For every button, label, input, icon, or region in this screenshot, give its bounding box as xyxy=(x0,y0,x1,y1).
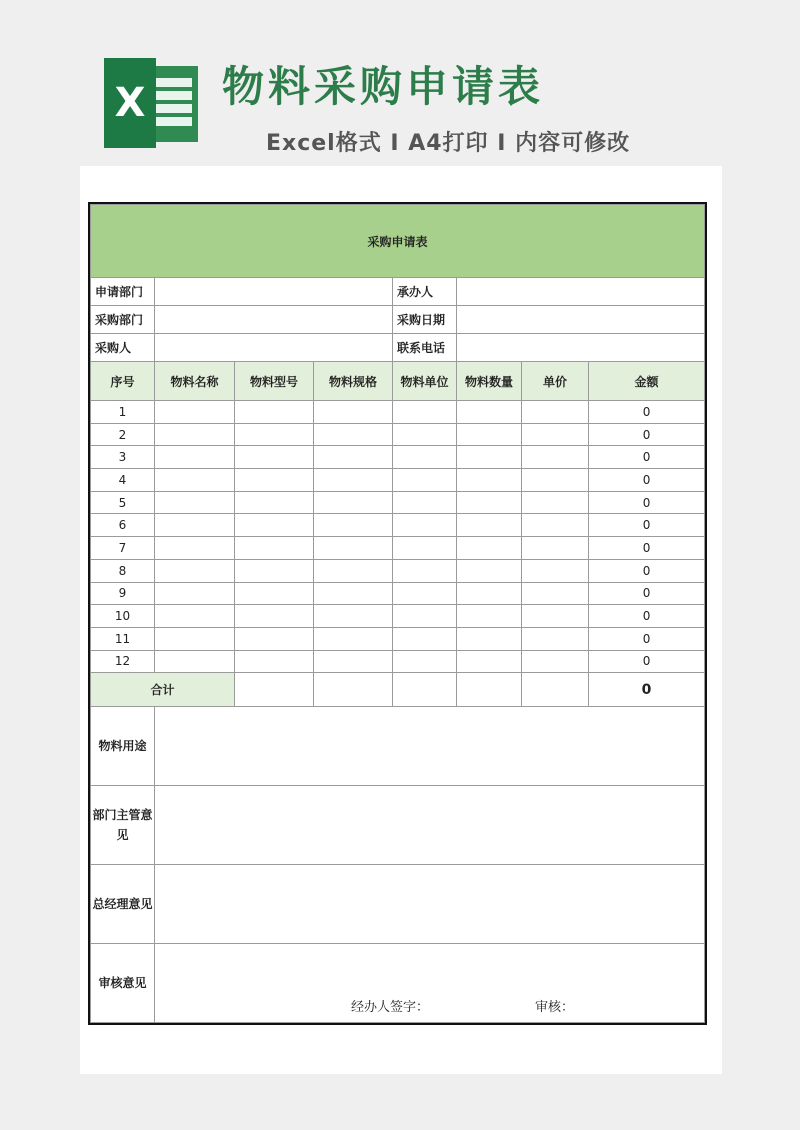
table-cell[interactable] xyxy=(314,582,393,605)
table-cell[interactable] xyxy=(155,582,235,605)
table-cell[interactable] xyxy=(522,491,589,514)
table-cell[interactable] xyxy=(235,446,314,469)
table-cell[interactable] xyxy=(314,446,393,469)
table-cell[interactable] xyxy=(393,559,457,582)
excel-logo-icon xyxy=(104,58,200,148)
table-cell[interactable] xyxy=(457,627,522,650)
page-subtitle: Excel格式 I A4打印 I 内容可修改 xyxy=(266,131,631,156)
table-cell[interactable] xyxy=(393,605,457,628)
table-cell[interactable] xyxy=(457,537,522,560)
table-cell[interactable] xyxy=(155,446,235,469)
purchase-dept-field[interactable] xyxy=(155,306,393,334)
apply-dept-label: 申请部门 xyxy=(91,278,155,306)
table-cell[interactable] xyxy=(155,423,235,446)
usage-field[interactable] xyxy=(155,707,705,786)
table-cell[interactable] xyxy=(393,627,457,650)
table-cell[interactable] xyxy=(235,627,314,650)
table-cell[interactable] xyxy=(155,491,235,514)
table-cell[interactable] xyxy=(235,582,314,605)
table-cell[interactable] xyxy=(393,582,457,605)
table-cell[interactable] xyxy=(393,423,457,446)
table-row xyxy=(91,650,705,673)
gm-opinion-field[interactable] xyxy=(155,865,705,944)
table-cell[interactable] xyxy=(457,514,522,537)
col-header: 单价 xyxy=(522,362,589,401)
row-amount: 0 xyxy=(589,605,705,628)
table-cell[interactable] xyxy=(393,650,457,673)
table-cell[interactable] xyxy=(522,423,589,446)
row-number: 3 xyxy=(91,446,155,469)
table-row xyxy=(91,627,705,650)
row-amount: 0 xyxy=(589,401,705,424)
table-row xyxy=(91,401,705,424)
purchase-dept-label: 采购部门 xyxy=(91,306,155,334)
row-amount: 0 xyxy=(589,537,705,560)
table-cell[interactable] xyxy=(235,491,314,514)
table-cell[interactable] xyxy=(235,423,314,446)
table-cell[interactable] xyxy=(235,559,314,582)
table-row xyxy=(91,559,705,582)
row-amount: 0 xyxy=(589,582,705,605)
col-header: 物料名称 xyxy=(155,362,235,401)
table-cell[interactable] xyxy=(522,446,589,469)
table-cell[interactable] xyxy=(393,491,457,514)
row-number: 1 xyxy=(91,401,155,424)
table-cell[interactable] xyxy=(235,514,314,537)
table-cell[interactable] xyxy=(314,514,393,537)
row-number: 4 xyxy=(91,469,155,492)
table-cell[interactable] xyxy=(314,537,393,560)
table-cell[interactable] xyxy=(155,469,235,492)
purchaser-label: 采购人 xyxy=(91,334,155,362)
table-cell[interactable] xyxy=(393,537,457,560)
row-number: 10 xyxy=(91,605,155,628)
table-cell[interactable] xyxy=(155,650,235,673)
review-opinion-label: 审核意见 xyxy=(91,944,155,1023)
table-cell[interactable] xyxy=(393,514,457,537)
table-cell[interactable] xyxy=(457,401,522,424)
table-cell[interactable] xyxy=(393,469,457,492)
table-cell[interactable] xyxy=(522,605,589,628)
review-opinion-field[interactable] xyxy=(155,944,705,1023)
table-cell[interactable] xyxy=(314,650,393,673)
total-cell[interactable] xyxy=(457,673,522,707)
row-amount: 0 xyxy=(589,423,705,446)
table-cell[interactable] xyxy=(314,491,393,514)
row-amount: 0 xyxy=(589,446,705,469)
table-cell[interactable] xyxy=(155,537,235,560)
usage-label: 物料用途 xyxy=(91,707,155,786)
table-cell[interactable] xyxy=(235,469,314,492)
col-header: 物料型号 xyxy=(235,362,314,401)
total-amount: 0 xyxy=(589,673,705,707)
phone-field[interactable] xyxy=(457,334,705,362)
table-row xyxy=(91,446,705,469)
col-header: 金额 xyxy=(589,362,705,401)
handler-field[interactable] xyxy=(457,278,705,306)
table-cell[interactable] xyxy=(457,469,522,492)
table-cell[interactable] xyxy=(235,401,314,424)
table-cell[interactable] xyxy=(457,423,522,446)
row-number: 9 xyxy=(91,582,155,605)
apply-dept-field[interactable] xyxy=(155,278,393,306)
table-cell[interactable] xyxy=(155,605,235,628)
table-cell[interactable] xyxy=(393,401,457,424)
table-cell[interactable] xyxy=(155,514,235,537)
table-cell[interactable] xyxy=(522,582,589,605)
table-cell[interactable] xyxy=(522,514,589,537)
total-cell[interactable] xyxy=(314,673,393,707)
col-header: 物料规格 xyxy=(314,362,393,401)
dept-opinion-label: 部门主管意见 xyxy=(91,786,155,865)
row-number: 7 xyxy=(91,537,155,560)
form-banner: 采购申请表 xyxy=(91,205,705,278)
table-cell[interactable] xyxy=(155,627,235,650)
row-amount: 0 xyxy=(589,627,705,650)
purchase-form-table xyxy=(90,204,705,1023)
gm-opinion-label: 总经理意见 xyxy=(91,865,155,944)
row-number: 8 xyxy=(91,559,155,582)
table-row xyxy=(91,514,705,537)
column-header-row xyxy=(91,362,705,401)
table-cell[interactable] xyxy=(522,469,589,492)
row-amount: 0 xyxy=(589,514,705,537)
row-number: 11 xyxy=(91,627,155,650)
table-cell[interactable] xyxy=(457,605,522,628)
col-header: 物料数量 xyxy=(457,362,522,401)
table-cell[interactable] xyxy=(314,559,393,582)
total-label: 合计 xyxy=(91,673,235,707)
table-cell[interactable] xyxy=(235,537,314,560)
table-cell[interactable] xyxy=(314,605,393,628)
table-cell[interactable] xyxy=(522,650,589,673)
purchase-date-label: 采购日期 xyxy=(393,306,457,334)
page-title: 物料采购申请表 xyxy=(222,62,545,111)
table-cell[interactable] xyxy=(314,423,393,446)
table-cell[interactable] xyxy=(457,582,522,605)
row-amount: 0 xyxy=(589,559,705,582)
dept-opinion-field[interactable] xyxy=(155,786,705,865)
purchaser-field[interactable] xyxy=(155,334,393,362)
table-row xyxy=(91,423,705,446)
table-cell[interactable] xyxy=(393,446,457,469)
table-row xyxy=(91,605,705,628)
table-cell[interactable] xyxy=(457,559,522,582)
table-cell[interactable] xyxy=(314,401,393,424)
handler-sign-label: 经办人签字： xyxy=(351,1000,430,1016)
row-amount: 0 xyxy=(589,469,705,492)
table-row xyxy=(91,537,705,560)
row-amount: 0 xyxy=(589,650,705,673)
table-cell[interactable] xyxy=(314,627,393,650)
table-cell[interactable] xyxy=(522,401,589,424)
row-number: 5 xyxy=(91,491,155,514)
table-row xyxy=(91,491,705,514)
review-sign-label: 审核： xyxy=(535,1000,575,1016)
row-number: 6 xyxy=(91,514,155,537)
table-cell[interactable] xyxy=(155,401,235,424)
table-cell[interactable] xyxy=(235,650,314,673)
table-cell[interactable] xyxy=(457,491,522,514)
table-cell[interactable] xyxy=(235,605,314,628)
total-cell[interactable] xyxy=(393,673,457,707)
row-amount: 0 xyxy=(589,491,705,514)
phone-label: 联系电话 xyxy=(393,334,457,362)
col-header: 物料单位 xyxy=(393,362,457,401)
handler-label: 承办人 xyxy=(393,278,457,306)
row-number: 12 xyxy=(91,650,155,673)
total-cell[interactable] xyxy=(522,673,589,707)
table-cell[interactable] xyxy=(522,627,589,650)
table-cell[interactable] xyxy=(314,469,393,492)
col-header: 序号 xyxy=(91,362,155,401)
table-cell[interactable] xyxy=(457,446,522,469)
purchase-date-field[interactable] xyxy=(457,306,705,334)
row-number: 2 xyxy=(91,423,155,446)
table-row xyxy=(91,582,705,605)
total-cell[interactable] xyxy=(235,673,314,707)
table-cell[interactable] xyxy=(457,650,522,673)
logo-letter: X xyxy=(104,58,156,148)
table-row xyxy=(91,469,705,492)
table-cell[interactable] xyxy=(522,537,589,560)
logo-grid xyxy=(154,78,192,130)
table-cell[interactable] xyxy=(522,559,589,582)
table-cell[interactable] xyxy=(155,559,235,582)
